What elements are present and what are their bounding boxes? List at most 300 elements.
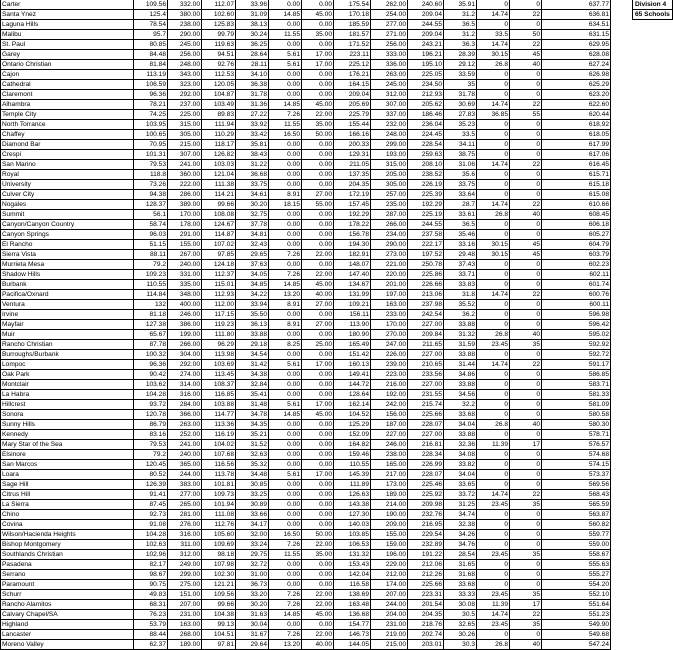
value-cell[interactable]: 0.00 <box>302 70 334 80</box>
value-cell[interactable]: 608.45 <box>542 210 611 220</box>
value-cell[interactable]: 156.11 <box>334 310 371 320</box>
value-cell[interactable]: 316.00 <box>168 530 202 540</box>
value-cell[interactable]: 171.52 <box>334 40 371 50</box>
school-name-cell[interactable]: Carter <box>1 0 134 10</box>
value-cell[interactable]: 0 <box>477 20 510 30</box>
value-cell[interactable]: 50 <box>510 30 542 40</box>
value-cell[interactable]: 232.00 <box>371 120 408 130</box>
value-cell[interactable]: 147.40 <box>334 270 371 280</box>
value-cell[interactable]: 0 <box>510 180 542 190</box>
value-cell[interactable]: 22.00 <box>302 540 334 550</box>
value-cell[interactable]: 33.88 <box>444 350 477 360</box>
value-cell[interactable]: 197.52 <box>408 250 444 260</box>
value-cell[interactable]: 34.04 <box>444 420 477 430</box>
value-cell[interactable]: 0 <box>477 320 510 330</box>
value-cell[interactable]: 31.63 <box>236 610 269 620</box>
school-name-cell[interactable]: Crespi <box>1 150 134 160</box>
value-cell[interactable]: 17.00 <box>302 60 334 70</box>
value-cell[interactable]: 151.00 <box>168 590 202 600</box>
school-name-cell[interactable]: Rancho Christian <box>1 340 134 350</box>
value-cell[interactable]: 107.68 <box>202 450 236 460</box>
value-cell[interactable]: 0.00 <box>269 230 302 240</box>
value-cell[interactable]: 178.22 <box>334 220 371 230</box>
value-cell[interactable]: 22.00 <box>302 590 334 600</box>
school-name-cell[interactable]: Sonora <box>1 410 134 420</box>
value-cell[interactable]: 182.91 <box>334 250 371 260</box>
value-cell[interactable]: 0 <box>477 410 510 420</box>
value-cell[interactable]: 90.75 <box>134 580 168 590</box>
value-cell[interactable]: 237.58 <box>408 230 444 240</box>
value-cell[interactable]: 30.89 <box>236 500 269 510</box>
value-cell[interactable]: 17.00 <box>302 400 334 410</box>
value-cell[interactable]: 17 <box>510 600 542 610</box>
value-cell[interactable]: 33.64 <box>444 190 477 200</box>
value-cell[interactable]: 209.04 <box>334 90 371 100</box>
value-cell[interactable]: 299.00 <box>168 570 202 580</box>
value-cell[interactable]: 299.00 <box>371 140 408 150</box>
value-cell[interactable]: 634.51 <box>542 20 611 30</box>
value-cell[interactable]: 119.63 <box>202 40 236 50</box>
value-cell[interactable]: 128.64 <box>334 390 371 400</box>
value-cell[interactable]: 0.00 <box>302 440 334 450</box>
value-cell[interactable]: 276.00 <box>168 520 202 530</box>
value-cell[interactable]: 45 <box>510 50 542 60</box>
value-cell[interactable]: 14.85 <box>269 410 302 420</box>
value-cell[interactable]: 190.00 <box>371 510 408 520</box>
value-cell[interactable]: 103.49 <box>202 100 236 110</box>
value-cell[interactable]: 0 <box>510 470 542 480</box>
value-cell[interactable]: 33.71 <box>444 270 477 280</box>
value-cell[interactable]: 32.72 <box>236 560 269 570</box>
value-cell[interactable]: 0 <box>477 120 510 130</box>
value-cell[interactable]: 115.01 <box>202 280 236 290</box>
value-cell[interactable]: 26.8 <box>477 420 510 430</box>
value-cell[interactable]: 98.67 <box>134 570 168 580</box>
value-cell[interactable]: 202.74 <box>408 630 444 640</box>
value-cell[interactable]: 238.52 <box>408 170 444 180</box>
value-cell[interactable]: 0 <box>510 370 542 380</box>
value-cell[interactable]: 223.00 <box>371 370 408 380</box>
value-cell[interactable]: 247.00 <box>371 340 408 350</box>
value-cell[interactable]: 0.00 <box>269 20 302 30</box>
value-cell[interactable]: 185.59 <box>334 20 371 30</box>
value-cell[interactable]: 32.2 <box>444 400 477 410</box>
value-cell[interactable]: 0.00 <box>269 90 302 100</box>
value-cell[interactable]: 14.74 <box>477 360 510 370</box>
value-cell[interactable]: 170.00 <box>371 320 408 330</box>
value-cell[interactable]: 78.54 <box>134 20 168 30</box>
value-cell[interactable]: 33.75 <box>444 180 477 190</box>
value-cell[interactable]: 94.51 <box>202 50 236 60</box>
value-cell[interactable]: 100.32 <box>134 350 168 360</box>
value-cell[interactable]: 36.38 <box>236 80 269 90</box>
value-cell[interactable]: 242.00 <box>371 400 408 410</box>
value-cell[interactable]: 0 <box>477 580 510 590</box>
value-cell[interactable]: 11.39 <box>477 440 510 450</box>
school-name-cell[interactable]: Montclair <box>1 380 134 390</box>
value-cell[interactable]: 101.94 <box>202 500 236 510</box>
school-name-cell[interactable]: Nogales <box>1 200 134 210</box>
value-cell[interactable]: 103.95 <box>134 120 168 130</box>
value-cell[interactable]: 580.58 <box>542 410 611 420</box>
value-cell[interactable]: 113.78 <box>202 470 236 480</box>
value-cell[interactable]: 110.55 <box>334 460 371 470</box>
value-cell[interactable]: 53.79 <box>134 620 168 630</box>
value-cell[interactable]: 0 <box>477 180 510 190</box>
value-cell[interactable]: 92.73 <box>134 510 168 520</box>
value-cell[interactable]: 200.33 <box>334 140 371 150</box>
value-cell[interactable]: 22 <box>510 160 542 170</box>
value-cell[interactable]: 0.00 <box>269 260 302 270</box>
value-cell[interactable]: 33.25 <box>236 490 269 500</box>
value-cell[interactable]: 31.78 <box>236 90 269 100</box>
value-cell[interactable]: 0.00 <box>302 240 334 250</box>
value-cell[interactable]: 271.00 <box>371 30 408 40</box>
value-cell[interactable]: 568.43 <box>542 490 611 500</box>
value-cell[interactable]: 0.00 <box>302 80 334 90</box>
value-cell[interactable]: 254.00 <box>371 10 408 20</box>
value-cell[interactable]: 55.00 <box>302 200 334 210</box>
value-cell[interactable]: 292.00 <box>168 90 202 100</box>
value-cell[interactable]: 238.00 <box>371 450 408 460</box>
value-cell[interactable]: 37.78 <box>236 220 269 230</box>
value-cell[interactable]: 0.00 <box>269 220 302 230</box>
value-cell[interactable]: 131.32 <box>334 550 371 560</box>
value-cell[interactable]: 0 <box>510 90 542 100</box>
value-cell[interactable]: 87.78 <box>134 340 168 350</box>
value-cell[interactable]: 104.02 <box>202 440 236 450</box>
value-cell[interactable]: 120.78 <box>134 410 168 420</box>
value-cell[interactable]: 0.00 <box>269 570 302 580</box>
value-cell[interactable]: 8.91 <box>269 300 302 310</box>
value-cell[interactable]: 239.00 <box>371 360 408 370</box>
value-cell[interactable]: 0.00 <box>269 520 302 530</box>
school-name-cell[interactable]: Covina <box>1 520 134 530</box>
value-cell[interactable]: 0 <box>477 480 510 490</box>
value-cell[interactable]: 26.8 <box>477 330 510 340</box>
value-cell[interactable]: 0 <box>477 350 510 360</box>
value-cell[interactable]: 248.00 <box>371 130 408 140</box>
school-name-cell[interactable]: Burroughs/Burbank <box>1 350 134 360</box>
value-cell[interactable]: 152.09 <box>334 430 371 440</box>
value-cell[interactable]: 14.74 <box>477 160 510 170</box>
school-name-cell[interactable]: Rancho Alamitos <box>1 600 134 610</box>
value-cell[interactable]: 600.11 <box>542 300 611 310</box>
value-cell[interactable]: 29.12 <box>444 60 477 70</box>
value-cell[interactable]: 84.48 <box>134 50 168 60</box>
value-cell[interactable]: 234.50 <box>408 80 444 90</box>
value-cell[interactable]: 267.00 <box>168 250 202 260</box>
value-cell[interactable]: 35.00 <box>302 550 334 560</box>
value-cell[interactable]: 225.86 <box>408 270 444 280</box>
value-cell[interactable]: 242.54 <box>408 310 444 320</box>
value-cell[interactable]: 96.03 <box>134 230 168 240</box>
value-cell[interactable]: 0 <box>477 450 510 460</box>
value-cell[interactable]: 0 <box>510 170 542 180</box>
value-cell[interactable]: 107.98 <box>202 560 236 570</box>
value-cell[interactable]: 211.65 <box>408 340 444 350</box>
value-cell[interactable]: 36.13 <box>236 320 269 330</box>
value-cell[interactable]: 225.05 <box>408 70 444 80</box>
value-cell[interactable]: 36.85 <box>477 110 510 120</box>
school-name-cell[interactable]: Chaffey <box>1 130 134 140</box>
value-cell[interactable]: 0 <box>510 480 542 490</box>
value-cell[interactable]: 109.56 <box>134 0 168 10</box>
value-cell[interactable]: 35.6 <box>444 170 477 180</box>
value-cell[interactable]: 104.51 <box>202 630 236 640</box>
value-cell[interactable]: 216.95 <box>408 520 444 530</box>
school-name-cell[interactable]: Bishop Montgomery <box>1 540 134 550</box>
value-cell[interactable]: 36.2 <box>444 310 477 320</box>
value-cell[interactable]: 58.74 <box>134 220 168 230</box>
value-cell[interactable]: 111.80 <box>202 330 236 340</box>
value-cell[interactable]: 80.52 <box>134 470 168 480</box>
value-cell[interactable]: 0.00 <box>269 450 302 460</box>
value-cell[interactable]: 0.00 <box>302 220 334 230</box>
school-name-cell[interactable]: Sage Hill <box>1 480 134 490</box>
value-cell[interactable]: 225.92 <box>408 490 444 500</box>
value-cell[interactable]: 116.19 <box>202 430 236 440</box>
value-cell[interactable]: 22 <box>510 200 542 210</box>
value-cell[interactable]: 274.00 <box>168 370 202 380</box>
value-cell[interactable]: 116.56 <box>202 460 236 470</box>
value-cell[interactable]: 17 <box>510 440 542 450</box>
value-cell[interactable]: 0 <box>510 70 542 80</box>
value-cell[interactable]: 0.00 <box>269 0 302 10</box>
value-cell[interactable]: 5.61 <box>269 50 302 60</box>
value-cell[interactable]: 29.75 <box>236 550 269 560</box>
value-cell[interactable]: 79.53 <box>134 160 168 170</box>
value-cell[interactable]: 277.00 <box>168 490 202 500</box>
value-cell[interactable]: 56.1 <box>134 210 168 220</box>
value-cell[interactable]: 111.08 <box>202 510 236 520</box>
value-cell[interactable]: 225.66 <box>408 580 444 590</box>
value-cell[interactable]: 573.37 <box>542 470 611 480</box>
value-cell[interactable]: 128.37 <box>134 200 168 210</box>
value-cell[interactable]: 0 <box>510 80 542 90</box>
value-cell[interactable]: 93.72 <box>134 400 168 410</box>
value-cell[interactable]: 189.00 <box>371 490 408 500</box>
value-cell[interactable]: 33.20 <box>236 590 269 600</box>
value-cell[interactable]: 231.55 <box>408 390 444 400</box>
value-cell[interactable]: 194.30 <box>334 240 371 250</box>
value-cell[interactable]: 33.5 <box>477 30 510 40</box>
value-cell[interactable]: 8.91 <box>269 190 302 200</box>
value-cell[interactable]: 27.22 <box>236 110 269 120</box>
value-cell[interactable]: 174.00 <box>371 580 408 590</box>
value-cell[interactable]: 166.16 <box>334 130 371 140</box>
value-cell[interactable]: 0.00 <box>302 90 334 100</box>
value-cell[interactable]: 103.85 <box>334 530 371 540</box>
value-cell[interactable]: 0 <box>510 230 542 240</box>
value-cell[interactable]: 112.37 <box>202 270 236 280</box>
value-cell[interactable]: 581.33 <box>542 390 611 400</box>
value-cell[interactable]: 32.38 <box>444 520 477 530</box>
value-cell[interactable]: 32.63 <box>236 450 269 460</box>
value-cell[interactable]: 281.00 <box>168 510 202 520</box>
value-cell[interactable]: 628.08 <box>542 50 611 60</box>
value-cell[interactable]: 31.48 <box>236 400 269 410</box>
value-cell[interactable]: 209.98 <box>408 500 444 510</box>
value-cell[interactable]: 215.00 <box>168 140 202 150</box>
value-cell[interactable]: 186.46 <box>408 110 444 120</box>
value-cell[interactable]: 113.45 <box>202 370 236 380</box>
value-cell[interactable]: 50.00 <box>302 530 334 540</box>
value-cell[interactable]: 0 <box>510 300 542 310</box>
value-cell[interactable]: 55 <box>510 110 542 120</box>
value-cell[interactable]: 244.00 <box>168 470 202 480</box>
value-cell[interactable]: 142.04 <box>334 570 371 580</box>
value-cell[interactable]: 14.74 <box>477 290 510 300</box>
value-cell[interactable]: 74.25 <box>134 110 168 120</box>
value-cell[interactable]: 268.00 <box>168 630 202 640</box>
value-cell[interactable]: 160.13 <box>334 360 371 370</box>
value-cell[interactable]: 270.00 <box>371 330 408 340</box>
value-cell[interactable]: 110.29 <box>202 130 236 140</box>
value-cell[interactable]: 30.20 <box>236 600 269 610</box>
value-cell[interactable]: 0 <box>477 280 510 290</box>
value-cell[interactable]: 120.45 <box>134 460 168 470</box>
value-cell[interactable]: 211.05 <box>334 160 371 170</box>
value-cell[interactable]: 0 <box>477 530 510 540</box>
value-cell[interactable]: 333.00 <box>371 50 408 60</box>
value-cell[interactable]: 192.29 <box>334 210 371 220</box>
value-cell[interactable]: 79.2 <box>134 450 168 460</box>
value-cell[interactable]: 312.00 <box>371 90 408 100</box>
value-cell[interactable]: 238.00 <box>168 20 202 30</box>
value-cell[interactable]: 305.00 <box>168 130 202 140</box>
value-cell[interactable]: 14.85 <box>269 100 302 110</box>
value-cell[interactable]: 103.62 <box>134 380 168 390</box>
value-cell[interactable]: 616.45 <box>542 160 611 170</box>
value-cell[interactable]: 102.63 <box>134 540 168 550</box>
value-cell[interactable]: 112.53 <box>202 70 236 80</box>
value-cell[interactable]: 104.38 <box>202 610 236 620</box>
value-cell[interactable]: 0 <box>510 280 542 290</box>
value-cell[interactable]: 315.00 <box>371 160 408 170</box>
value-cell[interactable]: 335.00 <box>168 280 202 290</box>
school-name-cell[interactable]: Citrus Hill <box>1 490 134 500</box>
value-cell[interactable]: 0 <box>510 400 542 410</box>
value-cell[interactable]: 163.48 <box>334 600 371 610</box>
value-cell[interactable]: 30.15 <box>477 50 510 60</box>
value-cell[interactable]: 80.85 <box>134 40 168 50</box>
value-cell[interactable]: 104.87 <box>202 90 236 100</box>
value-cell[interactable]: 246.00 <box>168 310 202 320</box>
value-cell[interactable]: 0 <box>510 270 542 280</box>
value-cell[interactable]: 623.20 <box>542 90 611 100</box>
value-cell[interactable]: 565.59 <box>542 500 611 510</box>
value-cell[interactable]: 16.50 <box>269 130 302 140</box>
value-cell[interactable]: 70.95 <box>134 140 168 150</box>
value-cell[interactable]: 31.44 <box>444 360 477 370</box>
value-cell[interactable]: 0.00 <box>269 370 302 380</box>
value-cell[interactable]: 27.00 <box>302 300 334 310</box>
value-cell[interactable]: 400.00 <box>168 300 202 310</box>
value-cell[interactable]: 0 <box>510 390 542 400</box>
value-cell[interactable]: 45.00 <box>302 610 334 620</box>
value-cell[interactable]: 7.26 <box>269 630 302 640</box>
value-cell[interactable]: 120.05 <box>202 80 236 90</box>
school-name-cell[interactable]: Irvine <box>1 310 134 320</box>
value-cell[interactable]: 244.55 <box>408 220 444 230</box>
value-cell[interactable]: 34.61 <box>236 190 269 200</box>
value-cell[interactable]: 23.45 <box>477 500 510 510</box>
value-cell[interactable]: 237.00 <box>168 100 202 110</box>
value-cell[interactable]: 99.66 <box>202 200 236 210</box>
value-cell[interactable]: 138.69 <box>334 590 371 600</box>
value-cell[interactable]: 207.00 <box>371 590 408 600</box>
value-cell[interactable]: 600.76 <box>542 290 611 300</box>
value-cell[interactable]: 549.90 <box>542 620 611 630</box>
value-cell[interactable]: 0 <box>477 190 510 200</box>
value-cell[interactable]: 0 <box>510 350 542 360</box>
value-cell[interactable]: 40 <box>510 330 542 340</box>
value-cell[interactable]: 35.50 <box>236 310 269 320</box>
value-cell[interactable]: 99.66 <box>202 600 236 610</box>
value-cell[interactable]: 0 <box>510 220 542 230</box>
value-cell[interactable]: 155.44 <box>334 120 371 130</box>
value-cell[interactable]: 33.82 <box>444 460 477 470</box>
value-cell[interactable]: 31.25 <box>444 500 477 510</box>
value-cell[interactable]: 114.77 <box>202 410 236 420</box>
value-cell[interactable]: 212.00 <box>371 570 408 580</box>
value-cell[interactable]: 14.74 <box>477 10 510 20</box>
value-cell[interactable]: 35.32 <box>236 460 269 470</box>
value-cell[interactable]: 23.45 <box>477 340 510 350</box>
value-cell[interactable]: 14.85 <box>269 280 302 290</box>
value-cell[interactable]: 307.00 <box>168 150 202 160</box>
value-cell[interactable]: 212.06 <box>408 560 444 570</box>
value-cell[interactable]: 0.00 <box>269 70 302 80</box>
value-cell[interactable]: 563.87 <box>542 510 611 520</box>
value-cell[interactable]: 604.79 <box>542 240 611 250</box>
value-cell[interactable]: 144.72 <box>334 380 371 390</box>
value-cell[interactable]: 256.00 <box>371 40 408 50</box>
value-cell[interactable]: 26.8 <box>477 60 510 70</box>
value-cell[interactable]: 312.00 <box>168 550 202 560</box>
value-cell[interactable]: 601.74 <box>542 280 611 290</box>
value-cell[interactable]: 201.00 <box>371 280 408 290</box>
value-cell[interactable]: 34.48 <box>236 470 269 480</box>
value-cell[interactable]: 266.00 <box>168 340 202 350</box>
value-cell[interactable]: 213.06 <box>408 290 444 300</box>
value-cell[interactable]: 228.54 <box>408 140 444 150</box>
value-cell[interactable]: 549.68 <box>542 630 611 640</box>
value-cell[interactable]: 591.17 <box>542 360 611 370</box>
value-cell[interactable]: 151.42 <box>334 350 371 360</box>
value-cell[interactable]: 0.00 <box>302 330 334 340</box>
value-cell[interactable]: 0.00 <box>269 380 302 390</box>
value-cell[interactable]: 104.52 <box>334 410 371 420</box>
value-cell[interactable]: 76.23 <box>134 610 168 620</box>
value-cell[interactable]: 576.57 <box>542 440 611 450</box>
value-cell[interactable]: 86.79 <box>134 420 168 430</box>
value-cell[interactable]: 33.61 <box>444 210 477 220</box>
value-cell[interactable]: 263.00 <box>168 420 202 430</box>
value-cell[interactable]: 11.39 <box>477 600 510 610</box>
value-cell[interactable]: 132 <box>134 300 168 310</box>
value-cell[interactable]: 0.00 <box>302 370 334 380</box>
value-cell[interactable]: 0 <box>477 430 510 440</box>
value-cell[interactable]: 0 <box>510 540 542 550</box>
value-cell[interactable]: 28.54 <box>444 550 477 560</box>
value-cell[interactable]: 32.43 <box>236 240 269 250</box>
value-cell[interactable]: 287.00 <box>371 210 408 220</box>
value-cell[interactable]: 323.00 <box>168 80 202 90</box>
value-cell[interactable]: 0.00 <box>302 560 334 570</box>
value-cell[interactable]: 37.63 <box>236 260 269 270</box>
